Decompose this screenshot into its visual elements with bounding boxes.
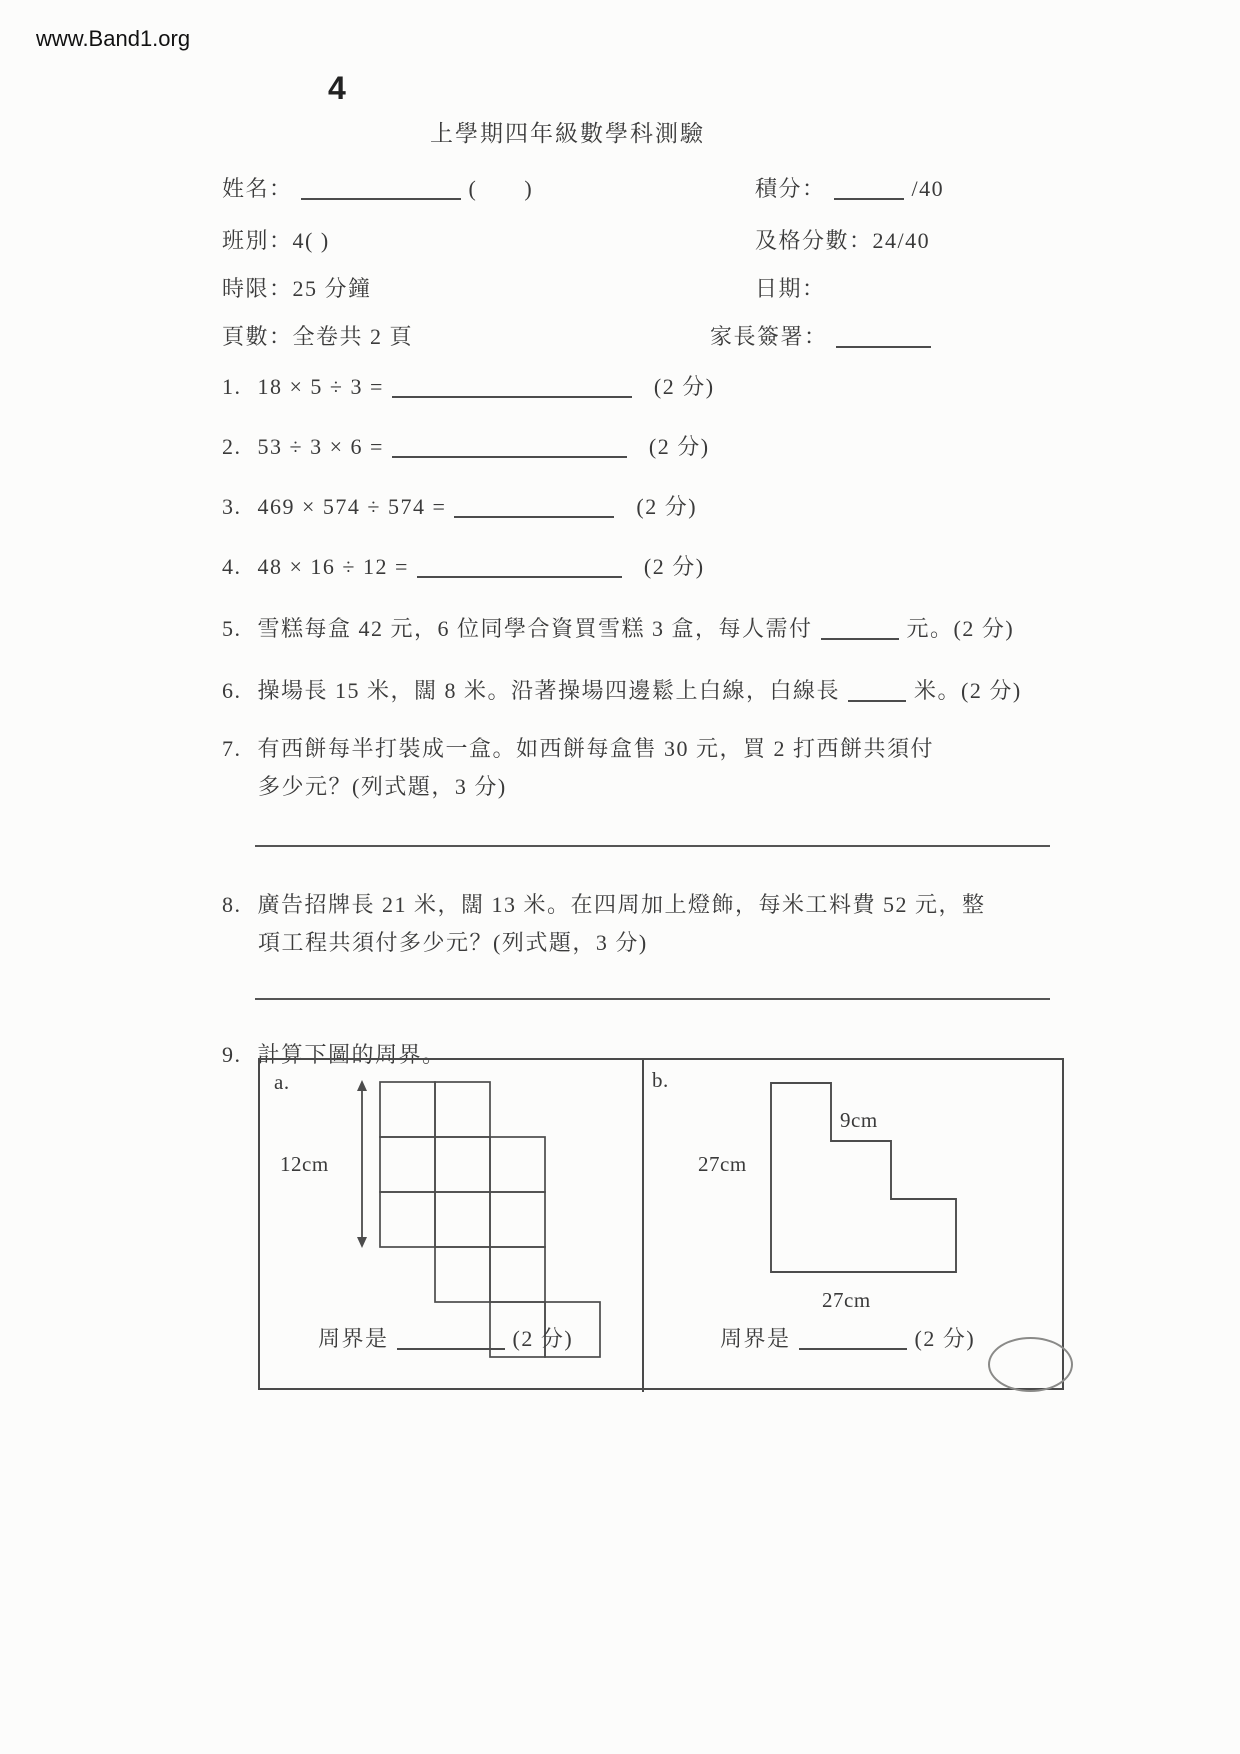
question-3	[222, 490, 697, 521]
question-2-answer-blank	[392, 436, 627, 458]
parent-sign-label: 家長簽署：	[710, 324, 828, 349]
question-8-answer-line	[255, 998, 1050, 1000]
figure-b-dimension-left: 27cm	[698, 1152, 747, 1176]
question-8-number: 8.	[222, 892, 242, 917]
figure-b-dimension-bottom: 27cm	[822, 1288, 871, 1312]
question-4-answer-blank	[417, 556, 622, 578]
parent-sign-blank	[836, 326, 931, 348]
pages-field	[222, 320, 413, 351]
pass-mark-field	[755, 224, 930, 255]
figure-b-perimeter-marks: (2 分)	[914, 1326, 976, 1351]
parent-sign-field	[710, 320, 939, 351]
name-field	[222, 172, 533, 203]
question-9-text: 計算下圖的周界。	[257, 1042, 446, 1067]
pages-label: 頁數：全卷共 2 頁	[222, 324, 414, 349]
question-1-text: 18 × 5 ÷ 3 =	[257, 374, 384, 399]
score-blank	[834, 178, 904, 200]
question-9-figure-box	[258, 1058, 1064, 1390]
question-4-marks: (2 分)	[643, 554, 705, 579]
pass-mark-label: 及格分數：24/40	[755, 228, 931, 253]
site-watermark: www.Band1.org	[36, 26, 191, 51]
question-2-marks: (2 分)	[648, 434, 710, 459]
question-7-number: 7.	[222, 736, 242, 761]
question-3-text: 469 × 574 ÷ 574 =	[257, 494, 447, 519]
question-7-answer-line	[255, 845, 1050, 847]
question-6-text: 操場長 15 米，闊 8 米。沿著操場四邊鬆上白線，白線長	[257, 678, 841, 703]
figure-b-dimension-step: 9cm	[840, 1108, 878, 1132]
question-1-answer-blank	[392, 376, 632, 398]
question-6	[222, 674, 1022, 705]
question-4-text: 48 × 16 ÷ 12 =	[257, 554, 409, 579]
score-field	[755, 172, 944, 203]
figure-b-perimeter-label: 周界是	[720, 1326, 791, 1351]
date-label: 日期：	[755, 276, 826, 301]
question-7-line1	[222, 732, 934, 763]
name-blank	[301, 178, 461, 200]
figure-a-perimeter-label: 周界是	[318, 1326, 389, 1351]
question-5-number: 5.	[222, 616, 242, 641]
question-6-suffix: 米。(2 分)	[914, 678, 1022, 703]
time-limit-label: 時限：25 分鐘	[222, 276, 372, 301]
question-1-number: 1.	[222, 374, 242, 399]
question-6-number: 6.	[222, 678, 242, 703]
question-8-line1	[222, 888, 986, 919]
figure-a-perimeter-blank	[397, 1328, 505, 1350]
question-3-answer-blank	[454, 496, 614, 518]
question-5-answer-blank	[821, 618, 899, 640]
question-9-number: 9.	[222, 1042, 242, 1067]
question-6-answer-blank	[848, 680, 906, 702]
question-3-marks: (2 分)	[636, 494, 698, 519]
question-8-text-line2: 項工程共須付多少元？(列式題，3 分)	[258, 930, 648, 955]
question-4	[222, 550, 705, 581]
figure-b-perimeter-blank	[799, 1328, 907, 1350]
question-5-text: 雪糕每盒 42 元，6 位同學合資買雪糕 3 盒，每人需付	[257, 616, 813, 641]
exam-title: 上學期四年級數學科測驗	[430, 121, 705, 146]
figure-divider	[642, 1060, 644, 1392]
question-7-text-line1: 有西餅每半打裝成一盒。如西餅每盒售 30 元，買 2 打西餅共須付	[257, 736, 935, 761]
date-field	[755, 272, 826, 303]
question-4-number: 4.	[222, 554, 242, 579]
figure-b-label: b.	[652, 1068, 669, 1092]
time-limit-field	[222, 272, 372, 303]
question-5	[222, 612, 1014, 643]
question-5-suffix: 元。(2 分)	[906, 616, 1015, 641]
figure-a-perimeter-marks: (2 分)	[512, 1326, 574, 1351]
question-3-number: 3.	[222, 494, 242, 519]
figure-a-perimeter	[318, 1322, 573, 1353]
score-label: 積分：	[755, 176, 826, 201]
class-field	[222, 224, 330, 255]
score-denominator: /40	[911, 176, 945, 201]
page-number: 4	[328, 70, 346, 106]
question-2-text: 53 ÷ 3 × 6 =	[257, 434, 384, 459]
name-paren: ( )	[468, 176, 534, 201]
class-label: 班別：4( )	[222, 228, 330, 253]
question-1-marks: (2 分)	[653, 374, 715, 399]
figure-a-label: a.	[274, 1070, 290, 1094]
stamp-ellipse	[988, 1337, 1073, 1392]
question-8-text-line1: 廣告招牌長 21 米，闊 13 米。在四周加上燈飾，每米工料費 52 元，整	[257, 892, 986, 917]
name-label: 姓名：	[222, 176, 293, 201]
question-2	[222, 430, 710, 461]
question-7-text-line2: 多少元？(列式題，3 分)	[258, 774, 507, 799]
question-8-line2	[258, 926, 648, 957]
question-7-line2	[258, 770, 507, 801]
question-1	[222, 370, 715, 401]
figure-a-dimension-left: 12cm	[280, 1152, 329, 1176]
figure-b-perimeter	[720, 1322, 975, 1353]
question-2-number: 2.	[222, 434, 242, 459]
